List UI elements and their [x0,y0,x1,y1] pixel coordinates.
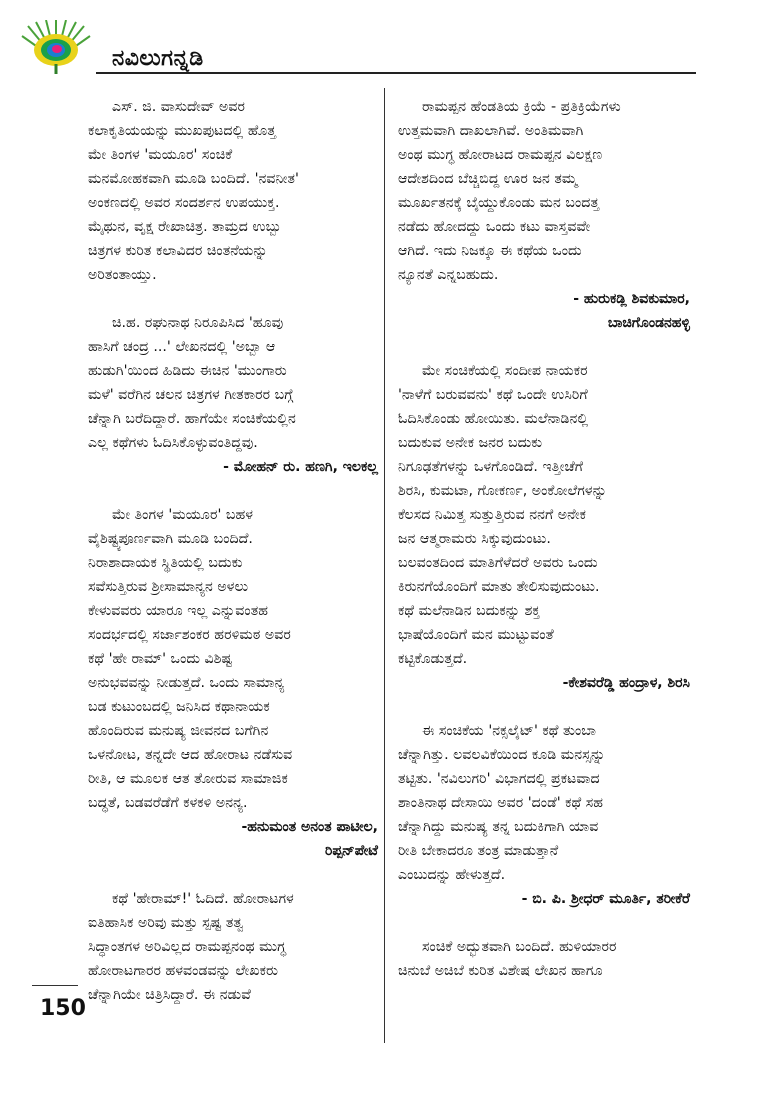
text-line: ಕಥೆ ಮಲೆನಾಡಿನ ಬದುಕನ್ನು ಶಕ್ತ [398,603,540,619]
text-line: ಹಾಸಿಗೆ ಚಂದ್ರ ...' ಲೇಖನದಲ್ಲಿ 'ಅಬ್ಬಾ ಆ [88,339,276,355]
letter-signature: -ಹನುಮಂತ ಅನಂತ ಪಾಟೀಲ, [241,819,378,835]
text-line: ಮಳೆ' ವರೆಗಿನ ಚಲನ ಚಿತ್ರಗಳ ಗೀತಕಾರರ ಬಗ್ಗೆ [88,387,294,403]
text-line: ಎಂಬುದನ್ನು ಹೇಳುತ್ತದೆ. [398,867,506,883]
text-line: ಮೇ ಸಂಚಿಕೆಯಲ್ಲಿ ಸಂದೀಪ ನಾಯಕರ [422,363,588,379]
letter-signature: -ಕೇಶವರೆಡ್ಡಿ ಹಂದ್ರಾಳ, ಶಿರಸಿ [562,675,690,691]
column-divider [384,88,385,1043]
text-line: ಒಳನೋಟ, ತನ್ನದೇ ಆದ ಹೋರಾಟ ನಡೆಸುವ [88,747,293,763]
peacock-feather-logo [20,20,92,74]
letter-spacer [88,479,378,503]
text-line: ಚೆನ್ನಾಗಿತ್ತು. ಲವಲವಿಕೆಯಿಂದ ಕೂಡಿ ಮನಸ್ಸನ್ನು [398,747,606,763]
text-line: ಸಂದರ್ಭದಲ್ಲಿ ಸರ್ಜಾಶಂಕರ ಹರಳಿಮಠ ಅವರ [88,627,291,643]
letter-spacer [88,287,378,311]
letter-block [398,719,690,911]
text-line: ಕಲಾಕೃತಿಯಯನ್ನು ಮುಖಪುಟದಲ್ಲಿ ಹೊತ್ತ [88,123,276,139]
text-line: ಭಾಷೆಯೊಂದಿಗೆ ಮನ ಮುಟ್ಟುವಂತೆ [398,627,554,643]
text-line: ಅಂಥ ಮುಗ್ಧ ಹೋರಾಟದ ರಾಮಪ್ಪನ ವಿಲಕ್ಷಣ [398,147,603,163]
text-line: ಆದೇಶದಿಂದ ಬೆಚ್ಚಿಬಿದ್ದ ಊರ ಜನ ತಮ್ಮ [398,171,578,187]
letter-spacer [398,695,690,719]
text-line: ರಾಮಪ್ಪನ ಹೆಂಡತಿಯ ಕ್ರಿಯೆ - ಪ್ರತಿಕ್ರಿಯೆಗಳು [422,99,621,115]
text-line: ಈ ಸಂಚಿಕೆಯ 'ನಕ್ಸಲೈಟ್' ಕಥೆ ತುಂಬಾ [422,723,596,739]
text-line: ಐತಿಹಾಸಿಕ ಅರಿವು ಮತ್ತು ಸ್ಪಷ್ಟ ತತ್ವ [88,915,244,931]
text-line: ನಿರಾಶಾದಾಯಕ ಸ್ಥಿತಿಯಲ್ಲಿ ಬದುಕು [88,555,243,571]
letter-block [88,311,378,479]
text-line: ಎಲ್ಲ ಕಥೆಗಳು ಓದಿಸಿಕೊಳ್ಳುವಂತಿದ್ದವು. [88,435,258,451]
text-line: ಚಿ.ಹ. ರಘುನಾಥ ನಿರೂಪಿಸಿದ 'ಹೂವು [112,315,284,331]
text-line: ನಿಗೂಢತೆಗಳನ್ನು ಒಳಗೊಂಡಿದೆ. ಇತ್ತೀಚೆಗೆ [398,459,583,475]
text-line: ಶಿರಸಿ, ಕುಮಟಾ, ಗೋಕರ್ಣ, ಅಂಕೋಲೆಗಳನ್ನು [398,483,607,499]
text-line: ಶಾಂತಿನಾಥ ದೇಸಾಯಿ ಅವರ 'ದಂಡೆ' ಕಥೆ ಸಹ [398,795,604,811]
text-line: ಓದಿಸಿಕೊಂಡು ಹೋಯಿತು. ಮಲೆನಾಡಿನಲ್ಲಿ [398,411,589,427]
page-number: 150 [40,996,86,1021]
text-line: ಬಡ ಕುಟುಂಬದಲ್ಲಿ ಜನಿಸಿದ ಕಥಾನಾಯಕ [88,699,270,715]
text-line: ಸವೆಸುತ್ತಿರುವ ಶ್ರೀಸಾಮಾನ್ಯನ ಅಳಲು [88,579,249,595]
text-line: ಸಿದ್ಧಾಂತಗಳ ಅರಿವಿಲ್ಲದ ರಾಮಪ್ಪನಂಥ ಮುಗ್ಧ [88,939,286,955]
text-line: ವೈಶಿಷ್ಟ್ಯಪೂರ್ಣವಾಗಿ ಮೂಡಿ ಬಂದಿದೆ. [88,531,253,547]
text-line: ಅರಿತಂತಾಯ್ತು. [88,267,157,283]
letter-block [398,935,690,983]
letter-signature: - ಬಿ. ಪಿ. ಶ್ರೀಧರ್ ಮೂರ್ತಿ, ತರೀಕೆರೆ [521,891,690,907]
letter-block [88,95,378,287]
letter-spacer [88,863,378,887]
right-column [398,95,690,983]
text-line: ಮೈಥುನ, ವೃಕ್ಷ ರೇಖಾಚಿತ್ರ. ತಾಮ್ರದ ಉಬ್ಬು [88,219,282,235]
page-number-rule [32,985,78,986]
text-line: ಹೋರಾಟಗಾರರ ಹಳವಂಡವನ್ನು ಲೇಖಕರು [88,963,278,979]
letter-spacer [398,911,690,935]
text-line: ಚೆನ್ನಾಗಿ ಬರೆದಿದ್ದಾರೆ. ಹಾಗೆಯೇ ಸಂಚಿಕೆಯಲ್ಲಿನ [88,411,296,427]
letter-block [398,95,690,335]
text-line: 'ನಾಳೆಗೆ ಬರುವವನು' ಕಥೆ ಒಂದೇ ಉಸಿರಿಗೆ [398,387,588,403]
text-line: ಸಂಚಿಕೆ ಅದ್ಭುತವಾಗಿ ಬಂದಿದೆ. ಹುಳಿಯಾರರ [422,939,617,955]
text-line: ರೀತಿ, ಆ ಮೂಲಕ ಆತ ತೋರುವ ಸಾಮಾಜಿಕ [88,771,288,787]
text-line: ತಟ್ಟಿತು. 'ನವಿಲುಗರಿ' ವಿಭಾಗದಲ್ಲಿ ಪ್ರಕಟವಾದ [398,771,600,787]
header-rule [96,72,696,74]
page-header [18,18,678,76]
text-line: ಚೆನ್ನಾಗಿಯೇ ಚಿತ್ರಿಸಿದ್ದಾರೆ. ಈ ನಡುವೆ [88,987,251,1003]
letter-signature: - ಹುರುಕಡ್ಲಿ ಶಿವಕುಮಾರ, [573,291,690,307]
text-line: ಚಿತ್ರಗಳ ಕುರಿತ ಕಲಾವಿದರ ಚಿಂತನೆಯನ್ನು [88,243,268,259]
text-line: ನ್ಯೂನತೆ ಎನ್ನಬಹುದು. [398,267,499,283]
text-line: ಜನ ಆತ್ಮರಾಮರು ಸಿಕ್ಕುವುದುಂಟು. [398,531,551,547]
text-line: ಉತ್ತಮವಾಗಿ ದಾಖಲಾಗಿವೆ. ಅಂತಿಮವಾಗಿ [398,123,584,139]
left-column [88,95,378,1007]
text-line: ಎಸ್. ಜಿ. ವಾಸುದೇವ್ ಅವರ [112,99,245,115]
text-line: ಆಗಿದೆ. ಇದು ನಿಜಕ್ಕೂ ಈ ಕಥೆಯ ಒಂದು [398,243,582,259]
text-line: ಮೇ ತಿಂಗಳ 'ಮಯೂರ' ಸಂಚಿಕೆ [88,147,233,163]
text-line: ಹುಡುಗಿ'ಯಿಂದ ಹಿಡಿದು ಈಚಿನ 'ಮುಂಗಾರು [88,363,287,379]
text-line: ನಡೆದು ಹೋದದ್ದು ಒಂದು ಕಟು ವಾಸ್ತವವೇ [398,219,591,235]
text-line: ಹೊಂದಿರುವ ಮನುಷ್ಯ ಜೀವನದ ಬಗೆಗಿನ [88,723,269,739]
text-line: ಮನಮೋಹಕವಾಗಿ ಮೂಡಿ ಬಂದಿದೆ. 'ನವನೀತ' [88,171,299,187]
letter-spacer [398,335,690,359]
letter-signature: ರಿಪ್ಪನ್‌ಪೇಟೆ [324,843,378,859]
text-line: ರೀತಿ ಬೇಕಾದರೂ ತಂತ್ರ ಮಾಡುತ್ತಾನೆ [398,843,559,859]
text-line: ಕಥೆ 'ಹೇರಾಮ್!' ಓದಿದೆ. ಹೋರಾಟಗಳ [112,891,294,907]
text-line: ಕೆಲಸದ ನಿಮಿತ್ತ ಸುತ್ತುತ್ತಿರುವ ನನಗೆ ಅನೇಕ [398,507,587,523]
text-line: ಕೇಳುವವರು ಯಾರೂ ಇಲ್ಲ ಎನ್ನುವಂತಹ [88,603,269,619]
text-line: ಅಂಕಣದಲ್ಲಿ ಅವರ ಸಂದರ್ಶನ ಉಪಯುಕ್ತ. [88,195,280,211]
letter-signature: - ಮೋಹನ್ ರು. ಹಣಗಿ, ಇಲಕಲ್ಲ [223,459,378,475]
text-line: ಅನುಭವವನ್ನು ನೀಡುತ್ತದೆ. ಒಂದು ಸಾಮಾನ್ಯ [88,675,285,691]
text-line: ಚೆನ್ನಾಗಿದ್ದು ಮನುಷ್ಯ ತನ್ನ ಬದುಕಿಗಾಗಿ ಯಾವ [398,819,599,835]
text-line: ಕಟ್ಟಿಕೊಡುತ್ತದೆ. [398,651,468,667]
letter-block [88,503,378,863]
text-line: ಕಿರುನಗೆಯೊಂದಿಗೆ ಮಾತು ತೇಲಿಸುವುದುಂಟು. [398,579,600,595]
letter-block [88,887,378,1007]
text-line: ಬದ್ಧತೆ, ಬಡವರೆಡೆಗೆ ಕಳಕಳಿ ಅನನ್ಯ. [88,795,248,811]
text-line: ಮೂರ್ಖತನಕ್ಕೆ ಬೈಯ್ದುಕೊಂಡು ಮನ ಬಂದತ್ತ [398,195,600,211]
text-line: ಬಲವಂತದಿಂದ ಮಾತಿಗೆಳೆದರೆ ಅವರು ಒಂದು [398,555,598,571]
letter-block [398,359,690,695]
magazine-title: ನವಿಲುಗನ್ನಡಿ [112,46,204,71]
text-line: ಬದುಕುವ ಅನೇಕ ಜನರ ಬದುಕು [398,435,543,451]
letter-signature: ಬಾಚಿಗೊಂಡನಹಳ್ಳಿ [607,315,690,331]
text-line: ಚಿನುಬೆ ಅಚಿಬೆ ಕುರಿತ ವಿಶೇಷ ಲೇಖನ ಹಾಗೂ [398,963,603,979]
text-line: ಮೇ ತಿಂಗಳ 'ಮಯೂರ' ಬಹಳ [112,507,254,523]
text-line: ಕಥೆ 'ಹೇ ರಾಮ್' ಒಂದು ವಿಶಿಷ್ಟ [88,651,233,667]
